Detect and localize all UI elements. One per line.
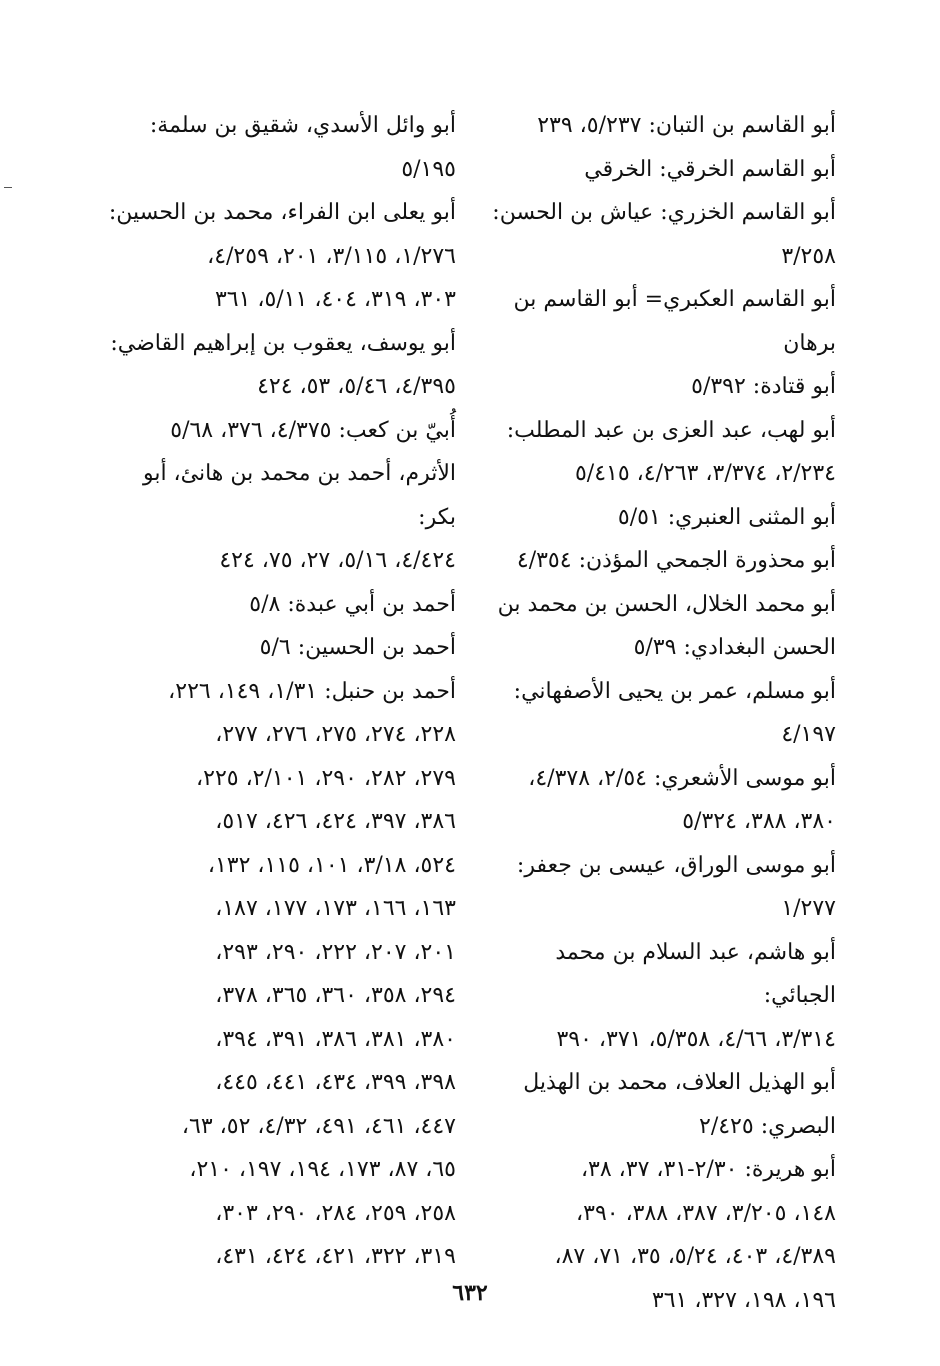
entry-continuation-line: ١/٢٧٧ [781,896,836,921]
entry-heading-line: أبو القاسم الخزري: عياش بن الحسن: [492,200,836,225]
entry-continuation-line: ٣٨٦، ٣٩٧، ٤٢٤، ٤٢٦، ٥١٧، [215,809,456,834]
index-entry [106,626,456,670]
entry-continuation-line: ١٩٦، ١٩٨، ٣٢٧، ٣٦١ [651,1287,836,1313]
entry-continuation-line: البصري: ٢/٤٢٥ [699,1113,836,1139]
entry-continuation-line: ٢٢٨، ٢٧٤، ٢٧٥، ٢٧٦، ٢٧٧، [215,722,456,747]
entry-heading-line: أبو هاشم، عبد السلام بن محمد الجبائي: [555,939,836,1008]
entry-continuation-line: ٣٨٠، ٣٨١، ٣٨٦، ٣٩١، ٣٩٤، [215,1026,456,1052]
entry-heading-line: أحمد بن حنبل: ١/٣١، ١٤٩، ٢٢٦، [168,678,456,704]
index-entry [486,148,836,192]
entry-heading-line: أبو هريرة: ٢/٣٠-٣١، ٣٧، ٣٨، [580,1157,836,1182]
entry-continuation-line: ٢٧٩، ٢٨٢، ٢٩٠، ٢/١٠١، ٢٢٥، [196,765,456,791]
entry-continuation-line: ٣/٣١٤، ٤/٦٦، ٥/٣٥٨، ٣٧١، ٣٩٠ [556,1026,836,1052]
index-entry [486,278,836,365]
entry-heading-line: أبو وائل الأسدي، شقيق بن سلمة: [149,113,456,138]
entry-continuation-line: ٣٠٣، ٣١٩، ٤٠٤، ٥/١١، ٣٦١ [214,287,456,312]
index-entry [486,583,836,670]
entry-continuation-line: ٣٨٠، ٣٨٨، ٥/٣٢٤ [682,809,836,834]
entry-heading-line: أبو القاسم العكبري= أبو القاسم بن برهان [513,287,836,356]
index-entry [486,1061,836,1148]
entry-heading-line: أحمد بن أبي عبدة: ٥/٨ [249,591,456,617]
index-entry [486,191,836,278]
entry-heading-line: أبو يعلى ابن الفراء، محمد بن الحسين: [108,200,456,225]
entry-continuation-line: ٢٠١، ٢٠٧، ٢٢٢، ٢٩٠، ٢٩٣، [215,939,456,965]
index-entry [486,409,836,496]
entry-heading-line: أبو يوسف، يعقوب بن إبراهيم القاضي: [110,330,456,356]
entry-heading-line: أبو المثنى العنبري: ٥/٥١ [617,504,836,530]
entry-heading-line: أحمد بن الحسين: ٥/٦ [259,635,456,660]
index-entry [486,365,836,409]
entry-heading-line: أبو محذورة الجمحي المؤذن: ٤/٣٥٤ [516,548,836,573]
entry-continuation-line: ٥/١٩٥ [401,156,456,182]
entry-continuation-line: ٣١٩، ٣٢٢، ٤٢١، ٤٢٤، ٤٣١، [215,1244,456,1269]
index-entry [106,322,456,409]
index-column-right [486,104,836,1322]
index-entry [106,409,456,453]
entry-continuation-line: ٢٩٤، ٣٥٨، ٣٦٠، ٣٦٥، ٣٧٨، [215,983,456,1008]
entry-continuation-line: ٤/٣٩٥، ٥/٤٦، ٥٣، ٤٢٤ [257,374,456,399]
entry-heading-line: أبو القاسم الخرقي: الخرقي [584,156,836,182]
entry-heading-line: أبو موسى الأشعري: ٢/٥٤، ٤/٣٧٨، [528,765,836,791]
entry-continuation-line: ٤/٤٢٤، ٥/١٦، ٢٧، ٧٥، ٤٢٤ [219,548,456,573]
entry-heading-line: أبو محمد الخلال، الحسن بن محمد بن [497,591,836,617]
index-entry [486,539,836,583]
index-entry [106,583,456,627]
index-entry [106,452,456,583]
index-entry [106,670,456,1279]
entry-continuation-line: ٢/٢٣٤، ٣/٣٧٤، ٤/٢٦٣، ٥/٤١٥ [574,461,836,486]
entry-continuation-line: ٣٩٨، ٣٩٩، ٤٣٤، ٤٤١، ٤٤٥، [215,1070,456,1095]
index-entry [486,496,836,540]
entry-continuation-line: ٤٤٧، ٤٦١، ٤٩١، ٤/٣٢، ٥٢، ٦٣، [181,1113,456,1139]
entry-heading-line: أبو مسلم، عمر بن يحيى الأصفهاني: [513,678,836,704]
index-entry [106,191,456,322]
entry-heading-line: أبو قتادة: ٥/٣٩٢ [691,374,836,399]
index-entry [486,757,836,844]
entry-heading-line: الأثرم، أحمد بن محمد بن هانئ، أبو بكر: [142,461,456,530]
entry-continuation-line: ٤/١٩٧ [781,722,836,747]
index-column-left [106,104,456,1279]
entry-continuation-line: ١٦٣، ١٦٦، ١٧٣، ١٧٧، ١٨٧، [215,896,456,921]
index-entry [486,844,836,931]
entry-continuation-line: ٥٢٤، ٣/١٨، ١٠١، ١١٥، ١٣٢، [207,852,456,878]
index-entry [106,104,456,191]
margin-mark [4,187,12,188]
index-entry [486,931,836,1062]
entry-heading-line: أُبيّ بن كعب: ٤/٣٧٥، ٣٧٦، ٥/٦٨ [170,417,456,443]
index-entry [486,104,836,148]
entry-heading-line: أبو الهذيل العلاف، محمد بن الهذيل [523,1070,836,1095]
index-entry [486,670,836,757]
entry-continuation-line: ٦٥، ٨٧، ١٧٣، ١٩٤، ١٩٧، ٢١٠، [189,1157,456,1182]
entry-continuation-line: الحسن البغدادي: ٥/٣٩ [633,635,836,660]
entry-continuation-line: ٣/٢٥٨ [781,243,836,269]
entry-continuation-line: ٢٥٨، ٢٥٩، ٢٨٤، ٢٩٠، ٣٠٣، [215,1200,456,1226]
entry-continuation-line: ١٤٨، ٣/٢٠٥، ٣٨٧، ٣٨٨، ٣٩٠، [576,1200,836,1226]
entry-heading-line: أبو موسى الوراق، عيسى بن جعفر: [516,852,836,878]
entry-heading-line: أبو القاسم بن التبان: ٥/٢٣٧، ٢٣٩ [537,113,836,138]
entry-continuation-line: ٤/٣٨٩، ٤٠٣، ٥/٢٤، ٣٥، ٧١، ٨٧، [554,1244,836,1269]
entry-heading-line: أبو لهب، عبد العزى بن عبد المطلب: [506,417,836,443]
page-number: ٦٣٢ [452,1280,488,1306]
entry-continuation-line: ١/٢٧٦، ٣/١١٥، ٢٠١، ٤/٢٥٩، [207,243,456,269]
